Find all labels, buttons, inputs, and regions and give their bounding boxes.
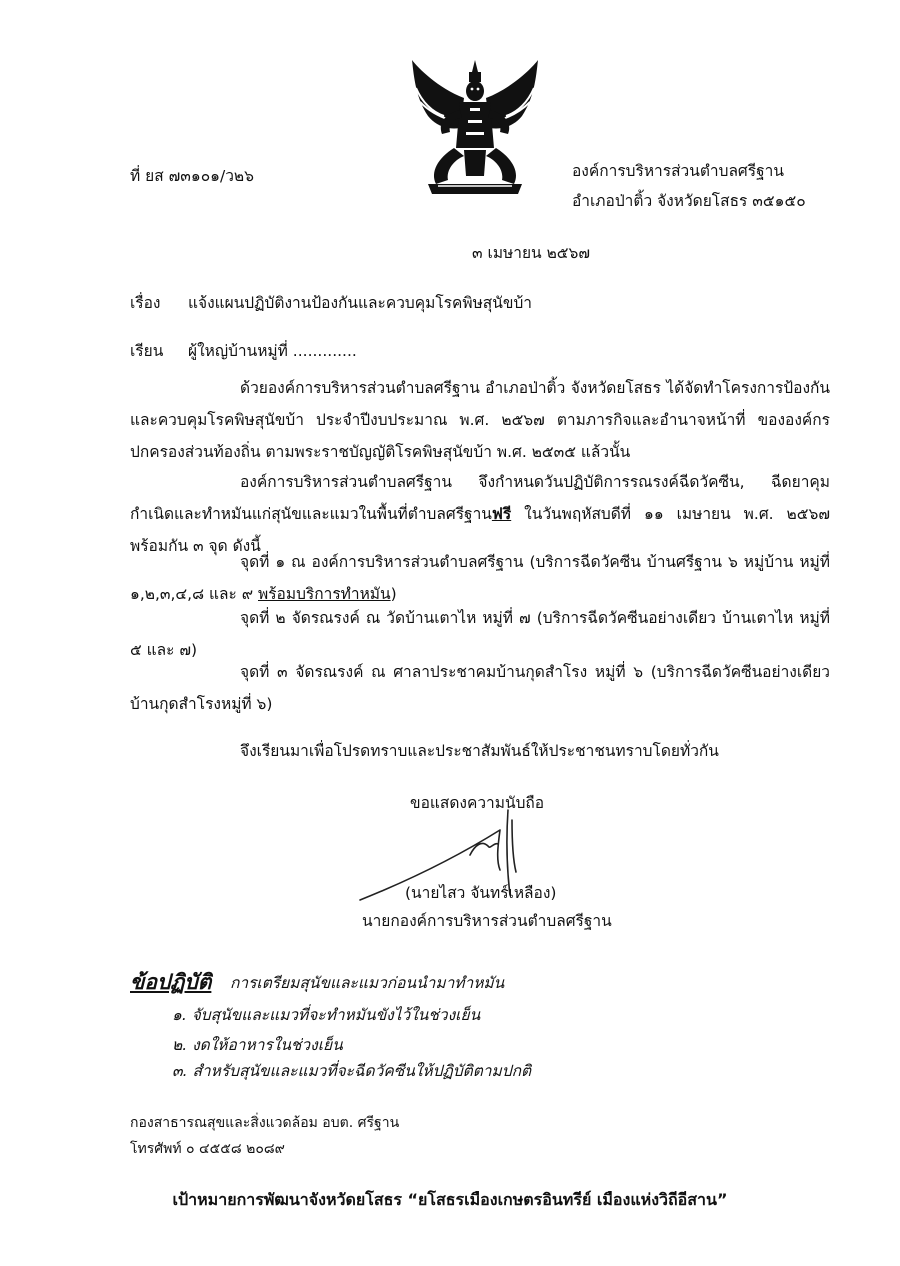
recipient-text: ผู้ใหญ่บ้านหมู่ที่ ............. xyxy=(188,342,357,360)
schedule-text-b: ในวันพฤหัสบดีที่ ๑๑ เมษายน พ.ศ. ๒๕๖๗ พร้อมกัน ๓ จุด ดังนี้ xyxy=(130,505,830,555)
practice-heading: ข้อปฏิบัติ xyxy=(130,970,212,994)
schedule-text-a: องค์การบริหารส่วนตำบลศรีฐาน จึงกำหนดวันปฏิบัติการรณรงค์ฉีดวัคซีน, ฉีดยาคุมกำเนิดและทำหมันแก่สุนัขและแมวในพื้นที่ตำบลศรีฐาน xyxy=(130,473,830,523)
point-1 xyxy=(130,546,830,610)
subject-label: เรื่อง xyxy=(130,294,161,312)
regards: ขอแสดงความนับถือ xyxy=(410,794,545,812)
reference-number: ที่ ยส ๗๓๑๐๑/ว๒๖ xyxy=(130,167,254,185)
practice-item-1: ๑. จับสุนัขและแมวที่จะทำหมันขังไว้ในช่วงเย็น xyxy=(172,1006,481,1024)
province-slogan: เป้าหมายการพัฒนาจังหวัดยโสธร “ยโสธรเมืองเกษตรอินทรีย์ เมืองแห่งวิถีอีสาน” xyxy=(172,1190,728,1209)
subject-text: แจ้งแผนปฏิบัติงานป้องกันและควบคุมโรคพิษสุนัขบ้า xyxy=(188,294,532,312)
point-1-close: ) xyxy=(390,585,397,603)
paragraph-intro: ด้วยองค์การบริหารส่วนตำบลศรีฐาน อำเภอป่าติ้ว จังหวัดยโสธร ได้จัดทำโครงการป้องกันและควบคุมโรคพิษสุนัขบ้า ประจำปีงบประมาณ พ.ศ. ๒๕๖๗ ตามภารกิจและอำนาจหน้าที่ ขององค์กรปกครองส่วนท้องถิ่น ตามพระราชบัญญัติโรคพิษสุนัขบ้า พ.ศ. ๒๕๓๕ แล้วนั้น xyxy=(130,379,830,461)
signer-position: นายกองค์การบริหารส่วนตำบลศรีฐาน xyxy=(362,912,612,930)
practice-item-2: ๒. งดให้อาหารในช่วงเย็น xyxy=(172,1036,343,1054)
phone-number: โทรศัพท์ ๐ ๔๕๕๘ ๒๐๘๙ xyxy=(130,1141,285,1157)
point-2: จุดที่ ๒ จัดรณรงค์ ณ วัดบ้านเตาไห หมู่ที่ ๗ (บริการฉีดวัคซีนอย่างเดียว บ้านเตาไห หมู่ที่ ๕ และ ๗) xyxy=(130,609,830,659)
free-emphasis: ฟรี xyxy=(491,505,512,523)
point-1-sterilization: พร้อมบริการทำหมัน xyxy=(258,585,391,603)
closing-sentence: จึงเรียนมาเพื่อโปรดทราบและประชาสัมพันธ์ให้ประชาชนทราบโดยทั่วกัน xyxy=(240,742,719,760)
point-1-text: จุดที่ ๑ ณ องค์การบริหารส่วนตำบลศรีฐาน (บริการฉีดวัคซีน บ้านศรีฐาน ๖ หมู่บ้าน หมู่ที่ ๑,๒,๓,๔,๘ และ ๙ xyxy=(130,553,830,603)
practice-item-3: ๓. สำหรับสุนัขและแมวที่จะฉีดวัคซีนให้ปฏิบัติตามปกติ xyxy=(172,1062,532,1080)
recipient-label: เรียน xyxy=(130,342,164,360)
practice-subtitle: การเตรียมสุนัขและแมวก่อนนำมาทำหมัน xyxy=(230,974,505,992)
letter-date: ๓ เมษายน ๒๕๖๗ xyxy=(472,244,591,262)
point-3: จุดที่ ๓ จัดรณรงค์ ณ ศาลาประชาคมบ้านกุดสำโรง หมู่ที่ ๖ (บริการฉีดวัคซีนอย่างเดียว บ้านกุดสำโรงหมู่ที่ ๖) xyxy=(130,663,830,713)
organization-address: อำเภอป่าติ้ว จังหวัดยโสธร ๓๕๑๕๐ xyxy=(572,192,806,210)
garuda-emblem xyxy=(408,58,542,198)
organization-name: องค์การบริหารส่วนตำบลศรีฐาน xyxy=(572,162,784,180)
division-name: กองสาธารณสุขและสิ่งแวดล้อม อบต. ศรีฐาน xyxy=(130,1115,400,1131)
signer-name: (นายไสว จันทร์เหลือง) xyxy=(405,884,557,902)
